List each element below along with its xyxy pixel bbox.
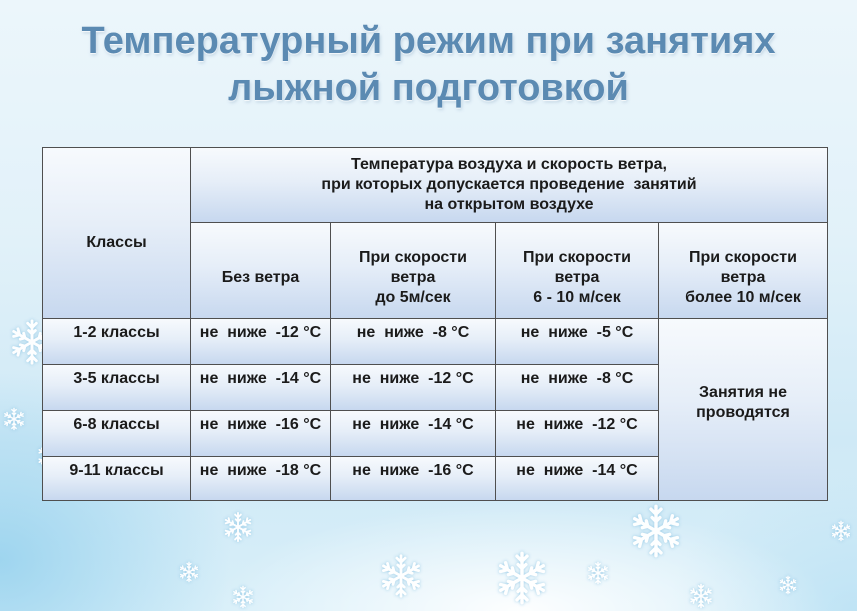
temp-cell-wind-6-10 (496, 457, 658, 500)
column-header-line: При скорости (359, 248, 467, 266)
class-label: 6-8 классы (73, 416, 160, 433)
class-cell (43, 365, 190, 410)
column-header-wind-over-10 (659, 223, 827, 318)
temp-cell-wind-6-10 (496, 319, 658, 364)
temp-cell-wind-up-to-5 (331, 411, 495, 456)
temp-value: не ниже -14 °С (516, 462, 638, 479)
temp-cell-wind-up-to-5 (331, 365, 495, 410)
temp-value: не ниже -16 °С (199, 416, 322, 433)
class-cell (43, 319, 190, 364)
column-header-line: ветра (554, 268, 600, 286)
column-header-line: Без ветра (221, 268, 300, 286)
class-cell (43, 457, 190, 500)
temp-cell-wind-up-to-5 (331, 319, 495, 364)
classes-header-label: Классы (86, 234, 147, 251)
no-classes-line: Занятия не (699, 384, 787, 401)
column-header-wind-up-to-5 (331, 223, 495, 318)
temp-cell-no-wind (191, 319, 330, 364)
column-header-line: 6 - 10 м/сек (533, 288, 621, 306)
snowflake-icon (381, 556, 420, 596)
temp-value: не ниже -16 °С (352, 462, 474, 479)
temp-value: не ниже -12 °С (516, 416, 638, 433)
temp-value: не ниже -14 °С (352, 416, 474, 433)
column-header-no-wind (191, 223, 330, 318)
class-label: 1-2 классы (73, 324, 160, 341)
snowflake-icon (4, 408, 24, 429)
column-header-line: более 10 м/сек (685, 288, 801, 306)
snowflake-icon (498, 553, 546, 602)
snowflake-icon (632, 506, 680, 555)
no-classes-line: проводятся (696, 404, 790, 421)
temp-cell-wind-6-10 (496, 365, 658, 410)
conditions-header-line: при которых допускается проведение занятий (321, 176, 697, 193)
column-header-line: При скорости (523, 248, 631, 266)
class-label: 3-5 классы (73, 370, 160, 387)
temp-value: не ниже -5 °С (520, 324, 634, 341)
snowflake-icon (779, 576, 796, 594)
temp-cell-no-wind (191, 457, 330, 500)
temp-value: не ниже -18 °С (199, 462, 322, 479)
column-header-line: ветра (390, 268, 436, 286)
snowflake-icon (588, 562, 608, 583)
classes-header-cell (43, 148, 190, 318)
page-title (0, 18, 857, 112)
temp-value: не ниже -8 °С (520, 370, 634, 387)
class-label: 9-11 классы (69, 462, 164, 479)
temp-value: не ниже -12 °С (352, 370, 474, 387)
class-cell (43, 411, 190, 456)
title-line-1: Температурный режим при занятиях (81, 20, 776, 62)
conditions-header-cell (191, 148, 827, 222)
temp-cell-no-wind (191, 411, 330, 456)
temp-value: не ниже -12 °С (199, 324, 322, 341)
title-line-2: лыжной подготовкой (228, 67, 629, 109)
temp-value: не ниже -14 °С (199, 370, 322, 387)
column-header-line: до 5м/сек (375, 288, 451, 306)
conditions-header-line: Температура воздуха и скорость ветра, (351, 156, 667, 173)
column-header-line: ветра (720, 268, 766, 286)
temp-cell-no-wind (191, 365, 330, 410)
conditions-header-line: на открытом воздухе (424, 196, 594, 213)
snowflake-icon (832, 521, 851, 540)
snowflake-icon (180, 562, 199, 581)
snowflake-icon (233, 586, 253, 607)
snowflake-icon (690, 585, 712, 608)
no-classes-cell (659, 319, 827, 500)
temp-cell-wind-6-10 (496, 411, 658, 456)
column-header-line: При скорости (689, 248, 797, 266)
temperature-table (42, 147, 828, 501)
column-header-wind-6-10 (496, 223, 658, 318)
temp-cell-wind-up-to-5 (331, 457, 495, 500)
temp-value: не ниже -8 °С (356, 324, 470, 341)
snowflake-icon (224, 513, 251, 541)
